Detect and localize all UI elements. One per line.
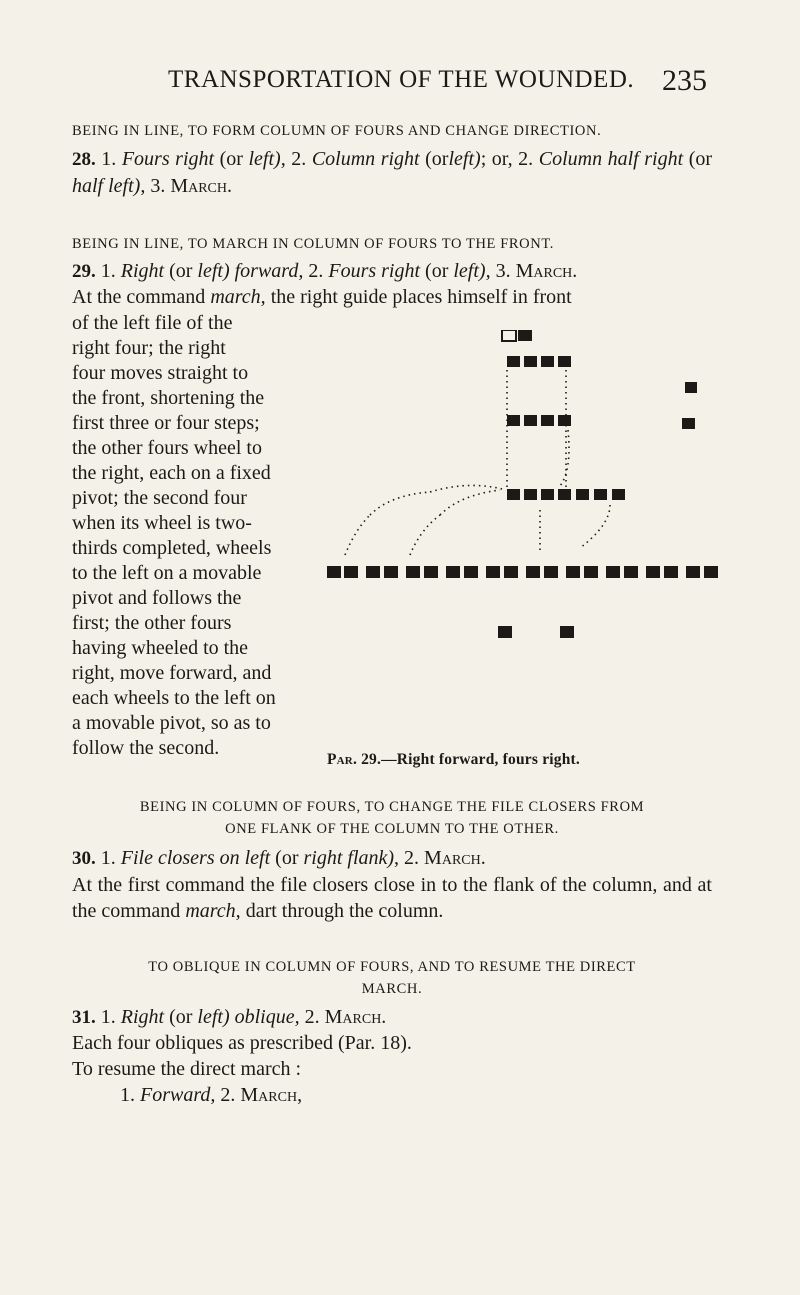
text-line: four moves straight to xyxy=(72,362,249,384)
soldier-mark xyxy=(682,418,695,429)
text-line: right, move forward, and xyxy=(72,662,272,684)
text-line: each wheels to the left on xyxy=(72,687,276,709)
paragraph-30: 30. 1. File closers on left (or right flank), 2. March. xyxy=(72,847,486,869)
formation-diagram xyxy=(310,330,730,750)
section-29-heading: BEING IN LINE, TO MARCH IN COLUMN OF FOURS TO THE FRONT. xyxy=(72,236,554,252)
text-line: first; the other fours xyxy=(72,612,232,634)
text-line: follow the second. xyxy=(72,737,220,759)
text-line: thirds completed, wheels xyxy=(72,537,272,559)
text-line: first three or four steps; xyxy=(72,412,260,434)
paragraph-29-body-line: At the command march, the right guide places himself in front xyxy=(72,286,572,308)
section-31-heading: TO OBLIQUE IN COLUMN OF FOURS, AND TO RESUME THE DIRECT MARCH. xyxy=(148,959,636,997)
text-line: the other fours wheel to xyxy=(72,437,262,459)
paragraph-31: 31. 1. Right (or left) oblique, 2. March. xyxy=(72,1006,387,1028)
running-title: TRANSPORTATION OF THE WOUNDED. xyxy=(168,66,635,93)
text-line: the front, shortening the xyxy=(72,387,265,409)
line-of-soldiers xyxy=(327,566,718,578)
text-line: the right, each on a fixed xyxy=(72,462,271,484)
text-line: having wheeled to the xyxy=(72,637,249,659)
paragraph-31-line: Each four obliques as prescribed (Par. 18). xyxy=(72,1032,412,1054)
text-line: of the left file of the xyxy=(72,312,233,334)
first-four xyxy=(507,356,571,367)
soldier-mark xyxy=(498,626,512,638)
paragraph-31-command: 1. Forward, 2. March, xyxy=(120,1084,303,1106)
wheeling-four xyxy=(507,489,625,500)
soldier-mark xyxy=(685,382,697,393)
guide-marker xyxy=(502,330,516,341)
paragraph-31-line: To resume the direct march : xyxy=(72,1058,302,1080)
text-line: right four; the right xyxy=(72,337,226,359)
page-number: 235 xyxy=(662,64,707,97)
figure-caption: Par. 29.—Right forward, fours right. xyxy=(327,751,580,768)
paragraph-28: 28. 1. Fours right (or left), 2. Column right (orleft); or, 2. Column half right (or half left), 3. March. xyxy=(72,148,713,197)
paragraph-29-narrow-text xyxy=(72,311,304,761)
section-30-heading: BEING IN COLUMN OF FOURS, TO CHANGE THE FILE CLOSERS FROM ONE FLANK OF THE COLUMN TO THE OTHER. xyxy=(139,799,645,837)
running-head xyxy=(0,64,800,104)
second-four xyxy=(507,415,571,426)
paragraph-29-command: 29. 1. Right (or left) forward, 2. Fours right (or left), 3. March. xyxy=(72,260,578,282)
text-line: pivot and follows the xyxy=(72,587,242,609)
soldier-mark xyxy=(518,330,532,341)
text-line: when its wheel is two- xyxy=(72,512,252,534)
text-line: pivot; the second four xyxy=(72,487,247,509)
text-line: to the left on a movable xyxy=(72,562,262,584)
text-line: a movable pivot, so as to xyxy=(72,712,271,734)
paragraph-30-body: At the first command the file closers close in to the flank of the column, and at the command march, dart through the column. xyxy=(72,874,712,922)
soldier-mark xyxy=(560,626,574,638)
section-28-heading: BEING IN LINE, TO FORM COLUMN OF FOURS AND CHANGE DIRECTION. xyxy=(72,123,602,139)
wheel-paths xyxy=(345,370,610,555)
